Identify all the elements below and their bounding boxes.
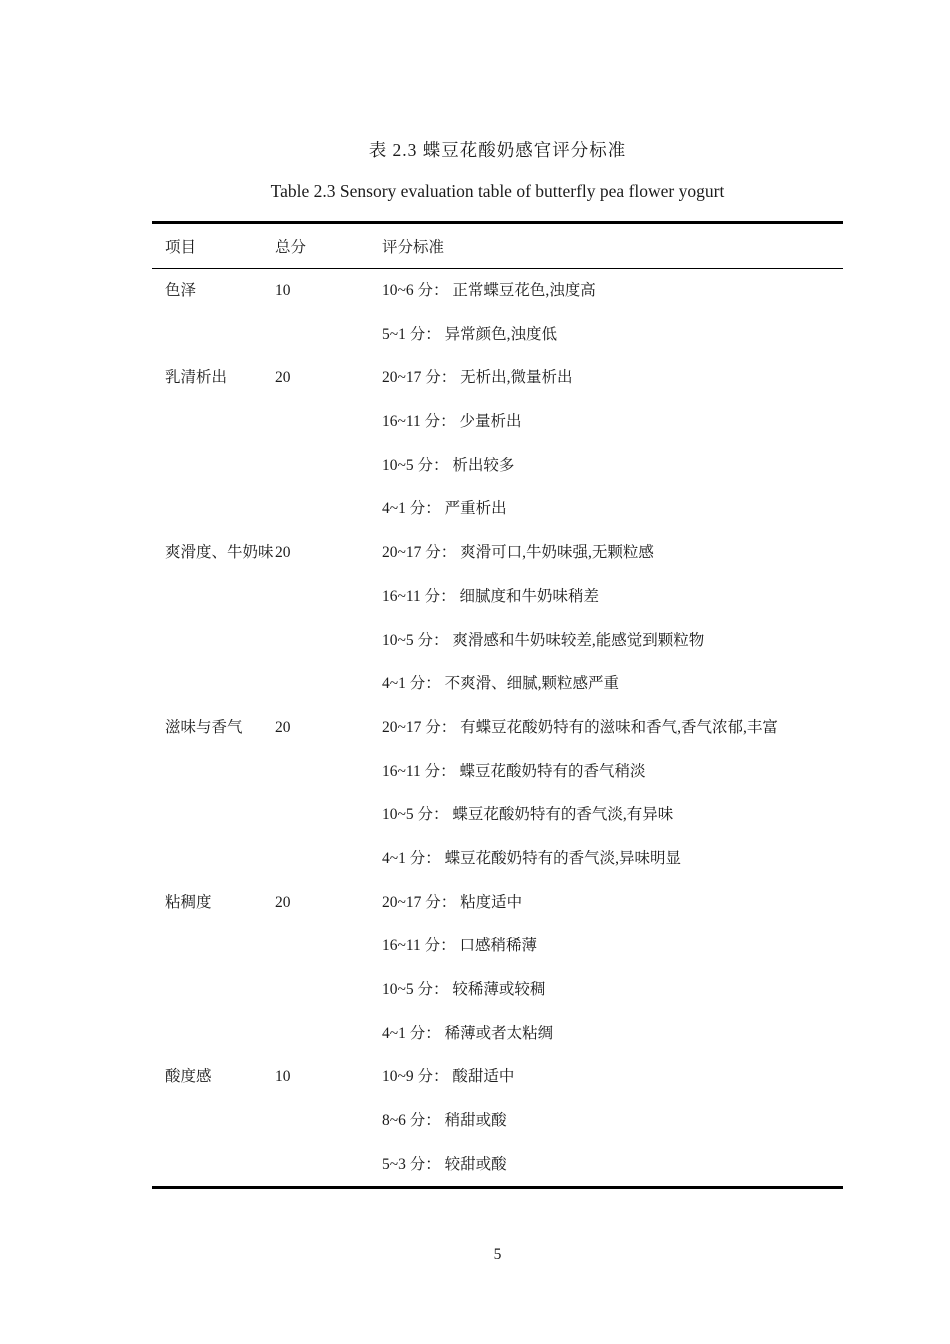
table-caption-zh: 表 2.3 蝶豆花酸奶感官评分标准 <box>368 140 627 160</box>
criteria-line: 10~5 分： 蝶豆花酸奶特有的香气淡,有异味 <box>382 806 674 824</box>
item-cell: 粘稠度 <box>165 893 212 911</box>
criteria-line: 10~6 分： 正常蝶豆花色,浊度高 <box>382 282 596 299</box>
item-cell: 色泽 <box>165 282 197 299</box>
score-cell: 10 <box>275 282 291 299</box>
criteria-line: 5~1 分： 异常颜色,浊度低 <box>382 325 558 343</box>
table-row <box>152 531 843 706</box>
criteria-cell <box>382 531 843 706</box>
criteria-cell <box>382 269 843 356</box>
criteria-cell <box>382 356 843 531</box>
table-row <box>152 1055 843 1186</box>
criteria-line: 8~6 分： 稍甜或酸 <box>382 1112 507 1130</box>
criteria-line: 16~11 分： 细腻度和牛奶味稍差 <box>382 587 600 605</box>
criteria-line: 16~11 分： 蝶豆花酸奶特有的香气稍淡 <box>382 762 646 780</box>
col-header-score: 总分 <box>275 239 307 256</box>
table-header-row <box>152 224 843 269</box>
criteria-line: 10~5 分： 爽滑感和牛奶味较差,能感觉到颗粒物 <box>382 631 705 649</box>
criteria-line: 20~17 分： 爽滑可口,牛奶味强,无颗粒感 <box>382 544 654 562</box>
item-cell: 滋味与香气 <box>165 718 243 736</box>
item-cell: 酸度感 <box>165 1068 212 1086</box>
criteria-cell <box>382 881 843 1056</box>
item-cell: 爽滑度、牛奶味 <box>165 544 274 562</box>
col-header-item: 项目 <box>165 239 197 256</box>
sensory-evaluation-table <box>152 221 843 1189</box>
criteria-line: 10~5 分： 析出较多 <box>382 456 515 474</box>
criteria-line: 16~11 分： 口感稍稀薄 <box>382 937 538 955</box>
criteria-line: 4~1 分： 稀薄或者太粘绸 <box>382 1024 554 1042</box>
criteria-line: 4~1 分： 严重析出 <box>382 500 507 518</box>
criteria-line: 10~5 分： 较稀薄或较稠 <box>382 981 546 998</box>
table-row <box>152 706 843 881</box>
col-header-criteria: 评分标准 <box>382 239 445 256</box>
score-cell: 20 <box>275 369 291 387</box>
score-cell: 20 <box>275 544 291 562</box>
criteria-cell <box>382 1055 843 1186</box>
criteria-line: 4~1 分： 不爽滑、细腻,颗粒感严重 <box>382 675 620 693</box>
table-caption-en: Table 2.3 Sensory evaluation table of butterfly pea flower yogurt <box>270 181 725 201</box>
criteria-line: 4~1 分： 蝶豆花酸奶特有的香气淡,异味明显 <box>382 849 682 867</box>
table-row <box>152 356 843 531</box>
criteria-line: 20~17 分： 无析出,微量析出 <box>382 369 573 387</box>
table-row <box>152 269 843 356</box>
criteria-line: 20~17 分： 粘度适中 <box>382 893 523 911</box>
criteria-line: 5~3 分： 较甜或酸 <box>382 1155 507 1173</box>
criteria-line: 10~9 分： 酸甜适中 <box>382 1068 515 1086</box>
score-cell: 10 <box>275 1068 291 1086</box>
score-cell: 20 <box>275 718 291 736</box>
criteria-line: 16~11 分： 少量析出 <box>382 413 522 431</box>
item-cell: 乳清析出 <box>165 369 228 387</box>
criteria-cell <box>382 706 843 881</box>
table-row <box>152 881 843 1056</box>
page-number: 5 <box>493 1246 502 1263</box>
score-cell: 20 <box>275 893 291 911</box>
criteria-line: 20~17 分： 有蝶豆花酸奶特有的滋味和香气,香气浓郁,丰富 <box>382 718 778 736</box>
